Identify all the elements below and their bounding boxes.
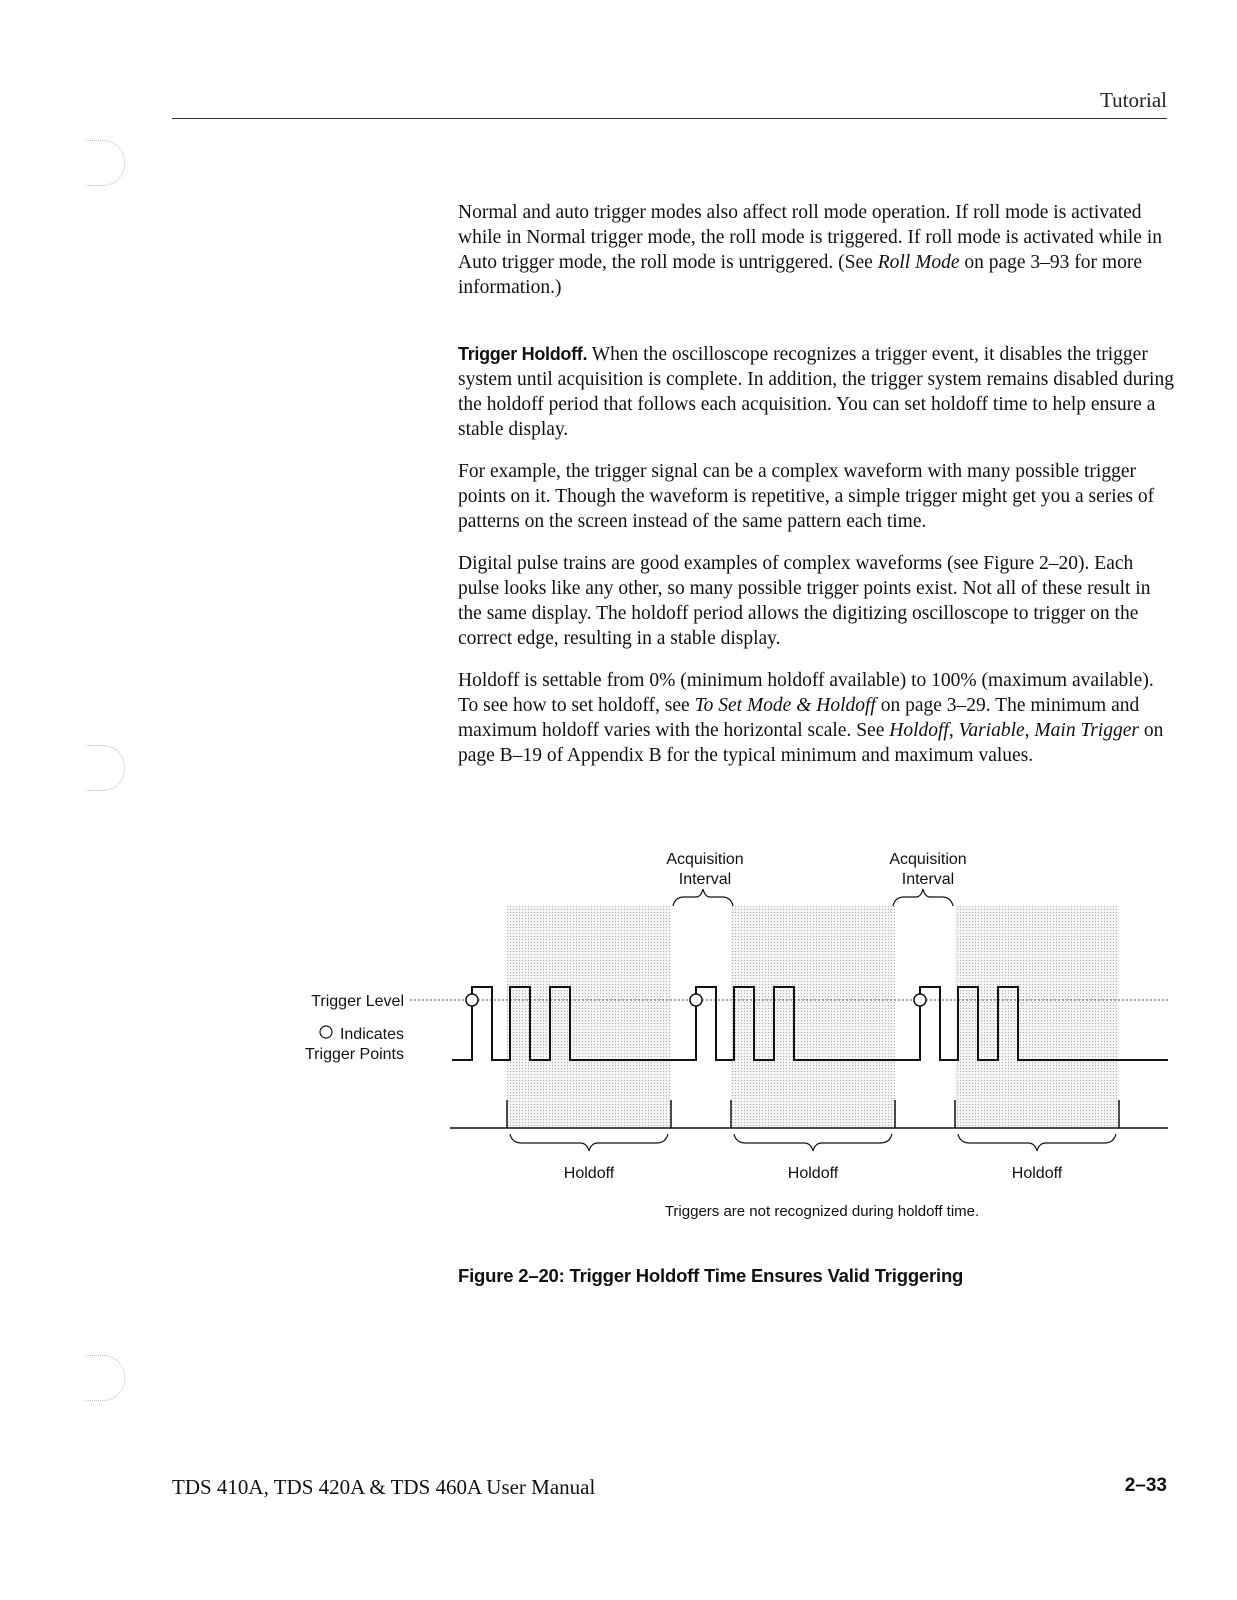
trigger-level-label: Trigger Level — [311, 993, 404, 1010]
page-number: 2–33 — [1124, 1475, 1167, 1496]
acquisition-label-2: Acquisition — [889, 851, 967, 868]
figure-note: Triggers are not recognized during holdoff time. — [664, 1203, 980, 1220]
holdoff-heading: Trigger Holdoff. — [458, 344, 588, 364]
holdoff-braces — [510, 1134, 1116, 1151]
holdoff-label-3: Holdoff — [1011, 1165, 1063, 1182]
section-title: Tutorial — [1100, 88, 1167, 112]
trigger-points-label: Trigger Points — [305, 1046, 404, 1063]
paragraph-pulse-trains: Digital pulse trains are good examples of complex waveforms (see Figure 2–20). Each pulse looks like any other, so many possible trigger points exist. Not all of these result in the same display. The holdoff period allows the digitizing oscilloscope to trigger on the correct edge, resulting in a stable display. — [458, 553, 1151, 649]
paragraph-roll-mode: Normal and auto trigger modes also affect roll mode operation. If roll mode is activated while in Normal trigger mode, the roll mode is triggered. If roll mode is activated while in Auto trigger mode, the roll mode is untriggered. (See Roll Mode on page 3–93 for more information.) — [458, 202, 1162, 298]
acquisition-label-1: Acquisition — [666, 851, 744, 868]
roll-mode-reference: Roll Mode — [877, 252, 960, 273]
legend-trigger-point-marker — [320, 1026, 332, 1038]
punch-hole-mark — [86, 1355, 125, 1401]
paragraph-holdoff-range: Holdoff is settable from 0% (minimum holdoff available) to 100% (maximum available). To see how to set holdoff, see To Set Mode & Holdoff on page 3–29. The minimum and maximum holdoff varies with the horizontal scale. See Holdoff, Variable, Main Trigger on page B–19 of Appendix B for the typical minimum and maximum values. — [458, 670, 1164, 766]
trigger-point-marker — [914, 994, 926, 1006]
trigger-point-marker — [690, 994, 702, 1006]
holdoff-label-1: Holdoff — [563, 1165, 615, 1182]
trigger-point-marker — [466, 994, 478, 1006]
paragraph-holdoff-intro: Trigger Holdoff. When the oscilloscope recognizes a trigger event, it disables the trigger system until acquisition is complete. In addition, the trigger system remains disabled during the holdoff period that follows each acquisition. You can set holdoff time to help ensure a stable display. — [458, 344, 1174, 440]
holdoff-region — [731, 906, 895, 1128]
interval-label-2: Interval — [901, 871, 955, 888]
interval-label-1: Interval — [678, 871, 732, 888]
figure-caption: Figure 2–20: Trigger Holdoff Time Ensures Valid Triggering — [458, 1265, 964, 1286]
holdoff-variable-reference: Holdoff, Variable, Main Trigger — [889, 720, 1139, 741]
holdoff-region — [507, 906, 671, 1128]
set-mode-holdoff-reference: To Set Mode & Holdoff — [694, 695, 876, 716]
acquisition-braces — [673, 889, 953, 906]
holdoff-label-2: Holdoff — [787, 1165, 839, 1182]
paragraph-example: For example, the trigger signal can be a complex waveform with many possible trigger points on it. Though the waveform is repetitive, a simple trigger might get you a series of patterns on the screen instead of the same pattern each time. — [458, 461, 1155, 532]
holdoff-region — [955, 906, 1119, 1128]
indicates-label: Indicates — [339, 1026, 404, 1043]
footer-manual-title: TDS 410A, TDS 420A & TDS 460A User Manual — [172, 1475, 596, 1499]
